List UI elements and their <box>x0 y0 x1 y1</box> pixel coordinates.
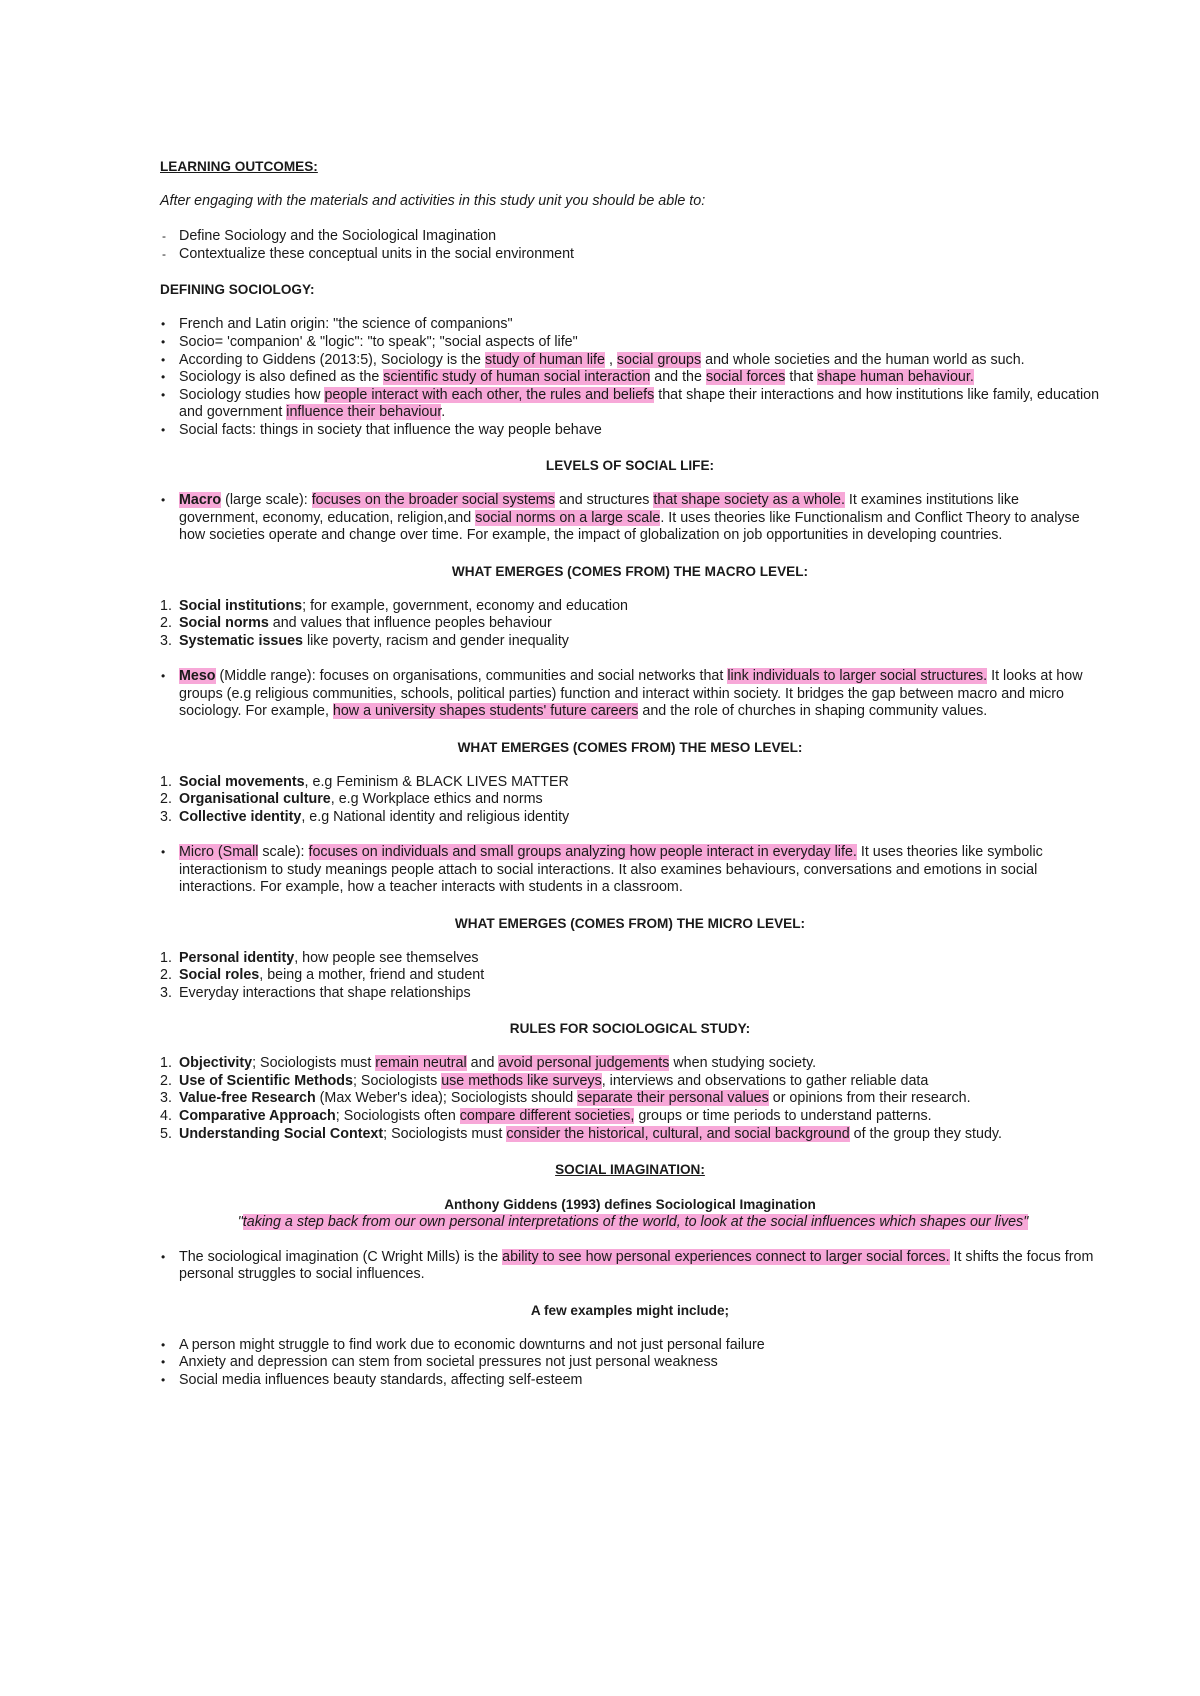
highlight: social forces <box>705 369 786 386</box>
list-item <box>160 352 1100 370</box>
highlight: separate their personal values <box>577 1090 769 1107</box>
meso-label: Meso <box>179 668 216 685</box>
meso-emerges-list <box>160 774 1100 827</box>
bold-term: Collective identity <box>179 808 302 825</box>
text: Sociology studies how <box>179 386 325 403</box>
text: and the role of churches in shaping community values. <box>638 703 988 720</box>
bold-term: Value-free Research <box>179 1090 316 1107</box>
learning-outcomes-heading: LEARNING OUTCOMES: <box>160 159 318 174</box>
text: , <box>604 351 617 368</box>
item-number: 3. <box>160 633 172 650</box>
highlight: how a university shapes students' future careers <box>332 703 639 720</box>
giddens-quote <box>160 1214 1100 1232</box>
highlight: that shape society as a whole. <box>653 492 845 509</box>
rules-list <box>160 1055 1100 1143</box>
list-item <box>160 791 1100 809</box>
item-number: 3. <box>160 808 172 825</box>
item-number: 2. <box>160 1072 172 1089</box>
text: , e.g Workplace ethics and norms <box>330 791 543 808</box>
text: when studying society. <box>669 1055 817 1072</box>
bold-term: Social institutions <box>179 597 303 614</box>
macro-emerges-heading: WHAT EMERGES (COMES FROM) THE MACRO LEVEL: <box>451 563 809 579</box>
text: that <box>785 369 818 386</box>
text: Everyday interactions that shape relationships <box>179 984 471 1001</box>
text: (Middle range): focuses on organisations, communities and social networks that <box>215 668 728 685</box>
item-number: 3. <box>160 984 172 1001</box>
list-item <box>160 1090 1100 1108</box>
highlight: compare different societies, <box>459 1108 635 1125</box>
list-item: • Socio= 'companion' & "logic": "to speak"; "social aspects of life" <box>160 334 1100 352</box>
list-item <box>160 950 1100 968</box>
learning-outcomes-list <box>160 228 1100 263</box>
bold-term: Personal identity <box>179 949 295 966</box>
text: and <box>466 1055 499 1072</box>
text: of the group they study. <box>849 1125 1002 1142</box>
list-item <box>160 1108 1100 1126</box>
micro-emerges-heading: WHAT EMERGES (COMES FROM) THE MICRO LEVEL: <box>454 915 806 931</box>
social-imagination-heading: SOCIAL IMAGINATION: <box>555 1161 705 1177</box>
text: The sociological imagination (C Wright Mills) is the <box>179 1248 503 1265</box>
macro-item <box>160 492 1100 545</box>
giddens-subheading: Anthony Giddens (1993) defines Sociological Imagination <box>444 1197 816 1213</box>
bold-term: Social norms <box>179 615 269 632</box>
text: and structures <box>554 492 654 509</box>
text: like poverty, racism and gender inequality <box>302 633 569 650</box>
list-item: - Contextualize these conceptual units in the social environment <box>160 246 1100 264</box>
macro-emerges-list <box>160 598 1100 651</box>
bold-term: Systematic issues <box>179 633 303 650</box>
highlight: ability to see how personal experiences connect to larger social forces. <box>502 1248 950 1265</box>
list-item <box>160 967 1100 985</box>
micro-label: Micro (Small <box>179 844 259 861</box>
list-item: • Anxiety and depression can stem from societal pressures not just personal weakness <box>160 1354 1100 1372</box>
micro-emerges-list <box>160 950 1100 1003</box>
text: groups or time periods to understand patterns. <box>634 1108 932 1125</box>
text: , e.g Feminism & BLACK LIVES MATTER <box>304 773 569 790</box>
item-number: 1. <box>160 773 172 790</box>
list-item <box>160 809 1100 827</box>
item-number: 3. <box>160 1090 172 1107</box>
highlight: taking a step back from our own personal interpretations of the world, to look at the social influences which shapes our lives" <box>242 1213 1029 1230</box>
text: , how people see themselves <box>294 949 479 966</box>
text: (Max Weber's idea); Sociologists should <box>315 1090 578 1107</box>
highlight: remain neutral <box>375 1055 467 1072</box>
document-page <box>160 158 1100 1390</box>
text: ; Sociologists must <box>383 1125 507 1142</box>
learning-outcomes-intro: After engaging with the materials and activities in this study unit you should be able to: <box>160 193 706 210</box>
quote-mark: " <box>237 1213 243 1230</box>
list-item <box>160 598 1100 616</box>
item-number: 1. <box>160 949 172 966</box>
bold-term: Understanding Social Context <box>179 1125 384 1142</box>
highlight: influence their behaviour <box>286 404 442 421</box>
defining-sociology-heading: DEFINING SOCIOLOGY: <box>160 282 315 298</box>
text: , being a mother, friend and student <box>259 967 485 984</box>
item-number: 5. <box>160 1125 172 1142</box>
examples-heading: A few examples might include; <box>530 1302 730 1318</box>
text: , e.g National identity and religious identity <box>301 808 570 825</box>
text: ; Sociologists often <box>335 1108 460 1125</box>
meso-emerges-heading: WHAT EMERGES (COMES FROM) THE MESO LEVEL: <box>457 739 803 755</box>
text: scale): <box>258 844 309 861</box>
highlight: scientific study of human social interaction <box>383 369 651 386</box>
highlight: focuses on the broader social systems <box>311 492 555 509</box>
item-number: 1. <box>160 1055 172 1072</box>
item-number: 4. <box>160 1108 172 1125</box>
macro-list <box>160 492 1100 545</box>
macro-label: Macro <box>179 492 222 509</box>
highlight: avoid personal judgements <box>498 1055 670 1072</box>
list-item: • A person might struggle to find work due to economic downturns and not just personal failure <box>160 1337 1100 1355</box>
list-item <box>160 985 1100 1003</box>
highlight: study of human life <box>484 351 605 368</box>
list-item <box>160 387 1100 422</box>
micro-list <box>160 844 1100 897</box>
item-number: 1. <box>160 597 172 614</box>
text: Sociology is also defined as the <box>179 369 384 386</box>
highlight: use methods like surveys <box>441 1072 602 1089</box>
highlight: link individuals to larger social structures. <box>727 668 988 685</box>
highlight: social norms on a large scale <box>475 509 661 526</box>
list-item: • Social facts: things in society that influence the way people behave <box>160 422 1100 440</box>
text: that shape their interactions and how institutions like family, education and government <box>179 386 1100 421</box>
text: and values that influence peoples behaviour <box>268 615 552 632</box>
highlight: consider the historical, cultural, and social background <box>506 1125 850 1142</box>
text: or opinions from their research. <box>768 1090 971 1107</box>
micro-item <box>160 844 1100 897</box>
highlight: focuses on individuals and small groups analyzing how people interact in everyday life. <box>308 844 857 861</box>
list-item <box>160 615 1100 633</box>
text: It looks at how groups (e.g religious communities, schools, political parties) function and interact within society. It bridges the gap between macro and micro sociology. For example, <box>179 668 1083 720</box>
mills-list <box>160 1249 1100 1284</box>
list-item <box>160 1126 1100 1144</box>
list-item: - Define Sociology and the Sociological Imagination <box>160 228 1100 246</box>
bold-term: Comparative Approach <box>179 1108 336 1125</box>
bold-term: Organisational culture <box>179 791 331 808</box>
rules-heading: RULES FOR SOCIOLOGICAL STUDY: <box>509 1021 751 1037</box>
text: and whole societies and the human world as such. <box>701 351 1025 368</box>
text: It shifts the focus from personal struggles to social influences. <box>179 1248 1094 1283</box>
list-item <box>160 774 1100 792</box>
text: . It uses theories like Functionalism and Conflict Theory to analyse how societies operate and change over time. For example, the impact of globalization on job opportunities in developing countries. <box>179 509 1080 544</box>
text: , interviews and observations to gather reliable data <box>601 1072 929 1089</box>
item-number: 2. <box>160 791 172 808</box>
list-item <box>160 633 1100 651</box>
text: ; Sociologists <box>352 1072 442 1089</box>
list-item <box>160 1055 1100 1073</box>
text: It uses theories like symbolic interactionism to study meanings people attach to social interactions. It also examines behaviours, conversations and emotions in social interactions. For example, how a teacher interacts with students in a classroom. <box>179 844 1043 896</box>
examples-list <box>160 1337 1100 1390</box>
text: ; for example, government, economy and education <box>302 597 628 614</box>
text: ; Sociologists must <box>252 1055 376 1072</box>
bold-term: Use of Scientific Methods <box>179 1072 353 1089</box>
text: According to Giddens (2013:5), Sociology is the <box>179 351 485 368</box>
list-item: • Social media influences beauty standards, affecting self-esteem <box>160 1372 1100 1390</box>
text: . <box>441 404 446 421</box>
levels-heading: LEVELS OF SOCIAL LIFE: <box>545 458 715 474</box>
highlight: shape human behaviour. <box>817 369 974 386</box>
bold-term: Social movements <box>179 773 305 790</box>
item-number: 2. <box>160 615 172 632</box>
highlight: people interact with each other, the rules and beliefs <box>324 386 655 403</box>
text: It examines institutions like government, economy, education, religion,and <box>179 492 1019 526</box>
meso-list <box>160 668 1100 721</box>
bold-term: Objectivity <box>179 1055 253 1072</box>
list-item <box>160 369 1100 387</box>
text: (large scale): <box>221 492 312 509</box>
text: and the <box>650 369 706 386</box>
defining-sociology-list <box>160 316 1100 439</box>
list-item: • French and Latin origin: "the science of companions" <box>160 316 1100 334</box>
bold-term: Social roles <box>179 967 260 984</box>
list-item <box>160 1073 1100 1091</box>
item-number: 2. <box>160 967 172 984</box>
highlight: social groups <box>616 351 702 368</box>
list-item <box>160 1249 1100 1284</box>
meso-item <box>160 668 1100 721</box>
